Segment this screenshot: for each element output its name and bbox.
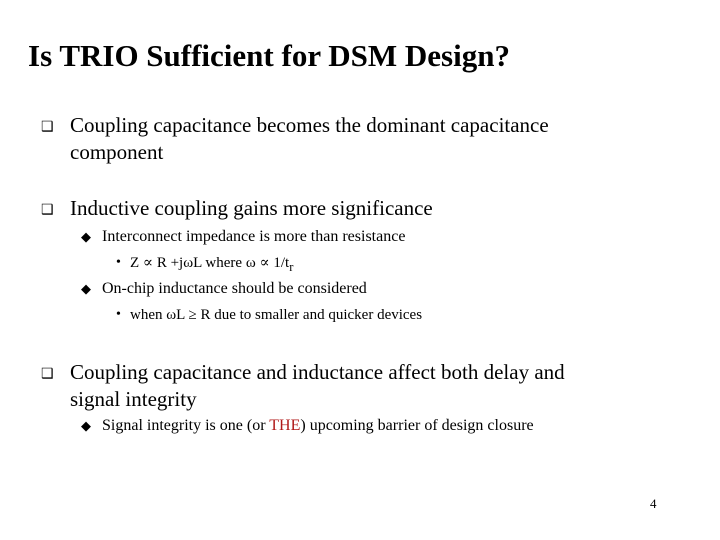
square-bullet-icon: ❑ [41,367,54,382]
diamond-bullet-icon: ◆ [81,281,91,296]
impedance-formula [130,253,293,277]
bullet-text-line: signal integrity [70,387,197,411]
bullet-text-line: component [70,140,164,164]
inductance-condition: when ωL ≥ R due to smaller and quicker devices [130,307,423,323]
diamond-bullet-icon: ◆ [81,229,91,244]
the-highlight: THE [269,417,301,434]
page-number: 4 [650,496,657,511]
square-bullet-icon: ❑ [41,203,54,218]
dot-bullet-icon: • [116,307,121,322]
bullet-coupling-delay-integrity [70,359,565,413]
diamond-bullet-icon: ◆ [81,418,91,433]
formula-text: Z ∝ R +jωL where ω ∝ 1/t [130,255,290,271]
signal-integrity-text-before: Signal integrity is one (or [102,417,270,434]
sub-bullet-on-chip-inductance: On-chip inductance should be considered [102,280,367,297]
sub-bullet-interconnect-impedance: Interconnect impedance is more than resistance [102,228,406,245]
slide-title: Is TRIO Sufficient for DSM Design? [28,38,510,73]
bullet-text-line: Coupling capacitance becomes the dominant capacitance [70,113,549,137]
bullet-inductive-coupling: Inductive coupling gains more significance [70,196,433,220]
square-bullet-icon: ❑ [41,120,54,135]
signal-integrity-text-after: ) upcoming barrier of design closure [300,417,534,434]
dot-bullet-icon: • [116,255,121,270]
bullet-coupling-capacitance [70,112,549,166]
sub-bullet-signal-integrity [102,416,534,436]
bullet-text-line: Coupling capacitance and inductance affect both delay and [70,360,565,384]
formula-subscript: r [289,260,294,274]
